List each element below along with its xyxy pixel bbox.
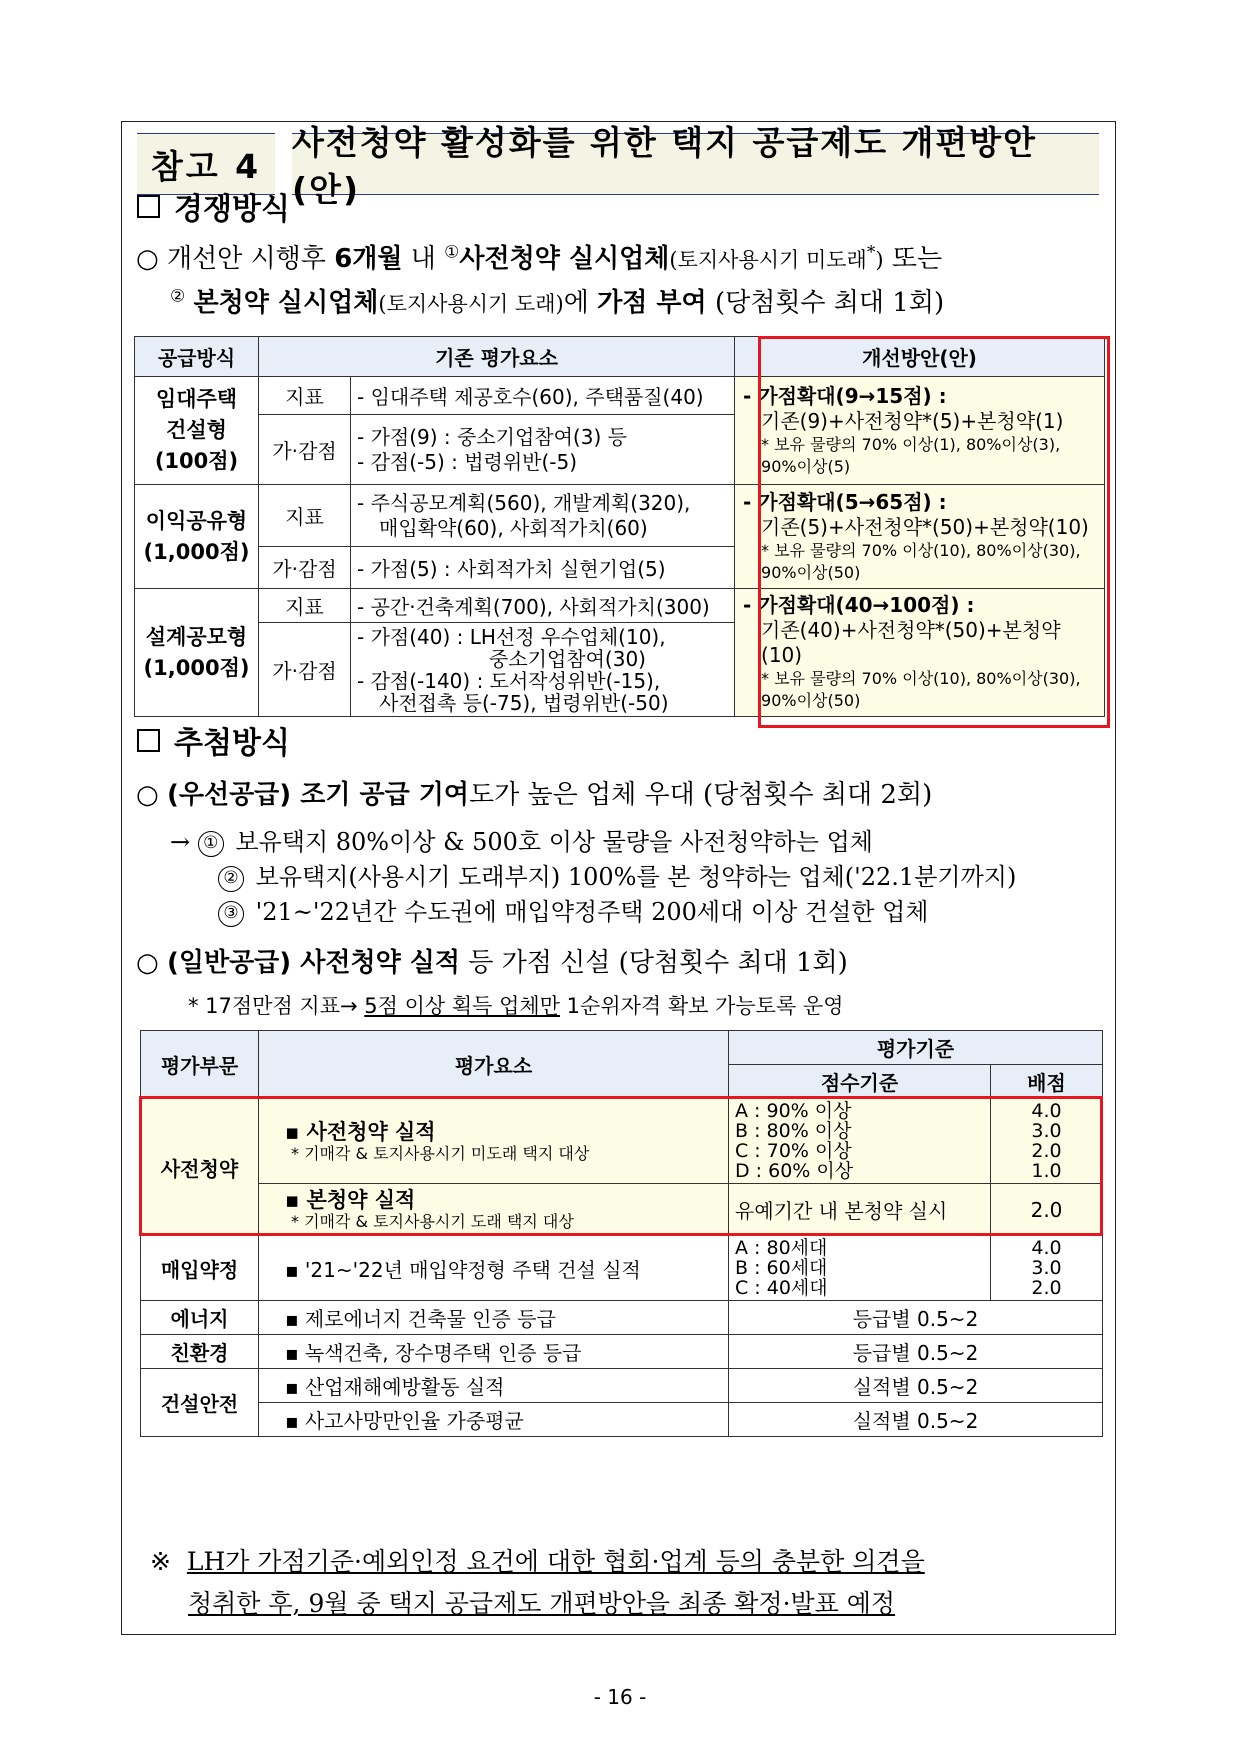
indicator-cell: - 주식공모계획(560), 개발계획(320), 매입확약(60), 사회적가치(60) <box>351 485 735 547</box>
element-cell: ▪ 사전청약 실적 * 기매각 & 토지사용시기 미도래 택지 대상 <box>259 1099 729 1184</box>
checkbox-square-icon <box>137 729 160 752</box>
table-header: 평가부문 <box>141 1031 259 1099</box>
page-number: - 16 - <box>593 1685 647 1709</box>
paragraph-priority-supply: ○ (우선공급) 조기 공급 기여도가 높은 업체 우대 (당첨횟수 최대 2회) <box>136 780 933 810</box>
general-supply-note: * 17점만점 지표→ 5점 이상 획득 업체만 1순위자격 확보 가능토록 운영 <box>188 994 844 1018</box>
category-cell: 건설안전 <box>141 1369 259 1437</box>
table-header: 기존 평가요소 <box>259 337 735 377</box>
reference-tag: 참고 4 <box>137 133 275 195</box>
table-header: 평가요소 <box>259 1031 729 1099</box>
points-cell: 2.0 <box>991 1184 1103 1236</box>
bullet-circle: ○ <box>136 948 159 978</box>
score-basis-cell: 유예기간 내 본청약 실시 <box>729 1184 991 1236</box>
category-cell: 에너지 <box>141 1301 259 1335</box>
supply-type-cell: 임대주택 건설형 (100점) <box>135 377 259 485</box>
section-heading-text: 추첨방식 <box>174 726 290 761</box>
bullet-circle: ○ <box>136 244 159 274</box>
bonus-label: 가·감점 <box>259 623 351 717</box>
indicator-cell: - 공간·건축계획(700), 사회적가치(300) <box>351 589 735 623</box>
improvement-cell: - 가점확대(40→100점) : 기존(40)+사전청약*(50)+본청약(10) * 보유 물량의 70% 이상(10), 80%이상(30), 90%이상(50) <box>735 589 1105 717</box>
table-header: 점수기준 <box>729 1065 991 1099</box>
paragraph-competition-2: ② 본청약 실시업체(토지사용시기 도래)에 가점 부여 (당첨횟수 최대 1회) <box>170 286 945 318</box>
paragraph-competition-1: ○ 개선안 시행후 6개월 내 ①사전청약 실시업체(토지사용시기 미도래*) 또는 <box>136 242 943 274</box>
bonus-cell: - 가점(9) : 중소기업참여(3) 등 - 감점(-5) : 법령위반(-5) <box>351 415 735 485</box>
highlight-box-improvement <box>758 336 1110 728</box>
closing-note-line-1: ※ LH가 가점기준·예외인정 요건에 대한 협회·업계 등의 충분한 의견을 <box>150 1547 925 1576</box>
bullet-circle: ○ <box>136 780 159 810</box>
supply-type-cell: 설계공모형 (1,000점) <box>135 589 259 717</box>
criteria-cell: 등급별 0.5~2 <box>729 1301 1103 1335</box>
element-cell: ▪ 사고사망만인율 가중평균 <box>259 1403 729 1437</box>
indicator-label: 지표 <box>259 377 351 415</box>
indicator-label: 지표 <box>259 485 351 547</box>
highlight-box-preorder <box>139 1096 1103 1236</box>
criteria-cell: 실적별 0.5~2 <box>729 1369 1103 1403</box>
points-cell: 4.0 3.0 2.0 1.0 <box>991 1099 1103 1184</box>
indicator-label: 지표 <box>259 589 351 623</box>
element-cell: ▪ 본청약 실적 * 기매각 & 토지사용시기 도래 택지 대상 <box>259 1184 729 1236</box>
priority-item: ③ '21~'22년간 수도권에 매입약정주택 200세대 이상 건설한 업체 <box>218 892 928 927</box>
element-cell: ▪ 녹색건축, 장수명주택 인증 등급 <box>259 1335 729 1369</box>
table-header: 평가기준 <box>729 1031 1103 1065</box>
category-cell: 사전청약 <box>141 1099 259 1236</box>
points-cell: 4.0 3.0 2.0 <box>991 1236 1103 1301</box>
table-header: 배점 <box>991 1065 1103 1099</box>
checkbox-square-icon <box>137 195 160 218</box>
paragraph-general-supply: ○ (일반공급) 사전청약 실적 등 가점 신설 (당첨횟수 최대 1회) <box>136 948 848 978</box>
page-title: 사전청약 활성화를 위한 택지 공급제도 개편방안(안) <box>292 133 1099 195</box>
indicator-cell: - 임대주택 제공호수(60), 주택품질(40) <box>351 377 735 415</box>
category-cell: 매입약정 <box>141 1236 259 1301</box>
supply-type-cell: 이익공유형 (1,000점) <box>135 485 259 589</box>
score-basis-cell: A : 90% 이상 B : 80% 이상 C : 70% 이상 D : 60% 이상 <box>729 1099 991 1184</box>
table-header: 공급방식 <box>135 337 259 377</box>
bonus-label: 가·감점 <box>259 415 351 485</box>
criteria-cell: 등급별 0.5~2 <box>729 1335 1103 1369</box>
score-basis-cell: A : 80세대 B : 60세대 C : 40세대 <box>729 1236 991 1301</box>
closing-note-line-2: 청취한 후, 9월 중 택지 공급제도 개편방안을 최종 확정·발표 예정 <box>188 1589 896 1618</box>
table-header: 개선방안(안) <box>735 337 1105 377</box>
priority-item: ② 보유택지(사용시기 도래부지) 100%를 본 청약하는 업체('22.1분기까지) <box>218 857 1016 892</box>
category-cell: 친환경 <box>141 1335 259 1369</box>
improvement-cell: - 가점확대(5→65점) : 기존(5)+사전청약*(50)+본청약(10) * 보유 물량의 70% 이상(10), 80%이상(30), 90%이상(50) <box>735 485 1105 589</box>
bonus-cell: - 가점(5) : 사회적가치 실현기업(5) <box>351 547 735 589</box>
element-cell: ▪ 산업재해예방활동 실적 <box>259 1369 729 1403</box>
improvement-cell: - 가점확대(9→15점) : 기존(9)+사전청약*(5)+본청약(1) * 보유 물량의 70% 이상(1), 80%이상(3), 90%이상(5) <box>735 377 1105 485</box>
element-cell: ▪ '21~'22년 매입약정형 주택 건설 실적 <box>259 1236 729 1301</box>
bonus-label: 가·감점 <box>259 547 351 589</box>
section-heading-text: 경쟁방식 <box>174 192 290 227</box>
bonus-cell: - 가점(40) : LH선정 우수업체(10), 중소기업참여(30) - 감점(-140) : 도서작성위반(-15), 사전접촉 등(-75), 법령위반(-50) <box>351 623 735 717</box>
priority-item: → ① 보유택지 80%이상 & 500호 이상 물량을 사전청약하는 업체 <box>170 828 873 856</box>
element-cell: ▪ 제로에너지 건축물 인증 등급 <box>259 1301 729 1335</box>
document-frame <box>121 121 1116 1635</box>
criteria-cell: 실적별 0.5~2 <box>729 1403 1103 1437</box>
section-heading-competition <box>137 184 290 228</box>
section-heading-lottery <box>137 718 290 762</box>
